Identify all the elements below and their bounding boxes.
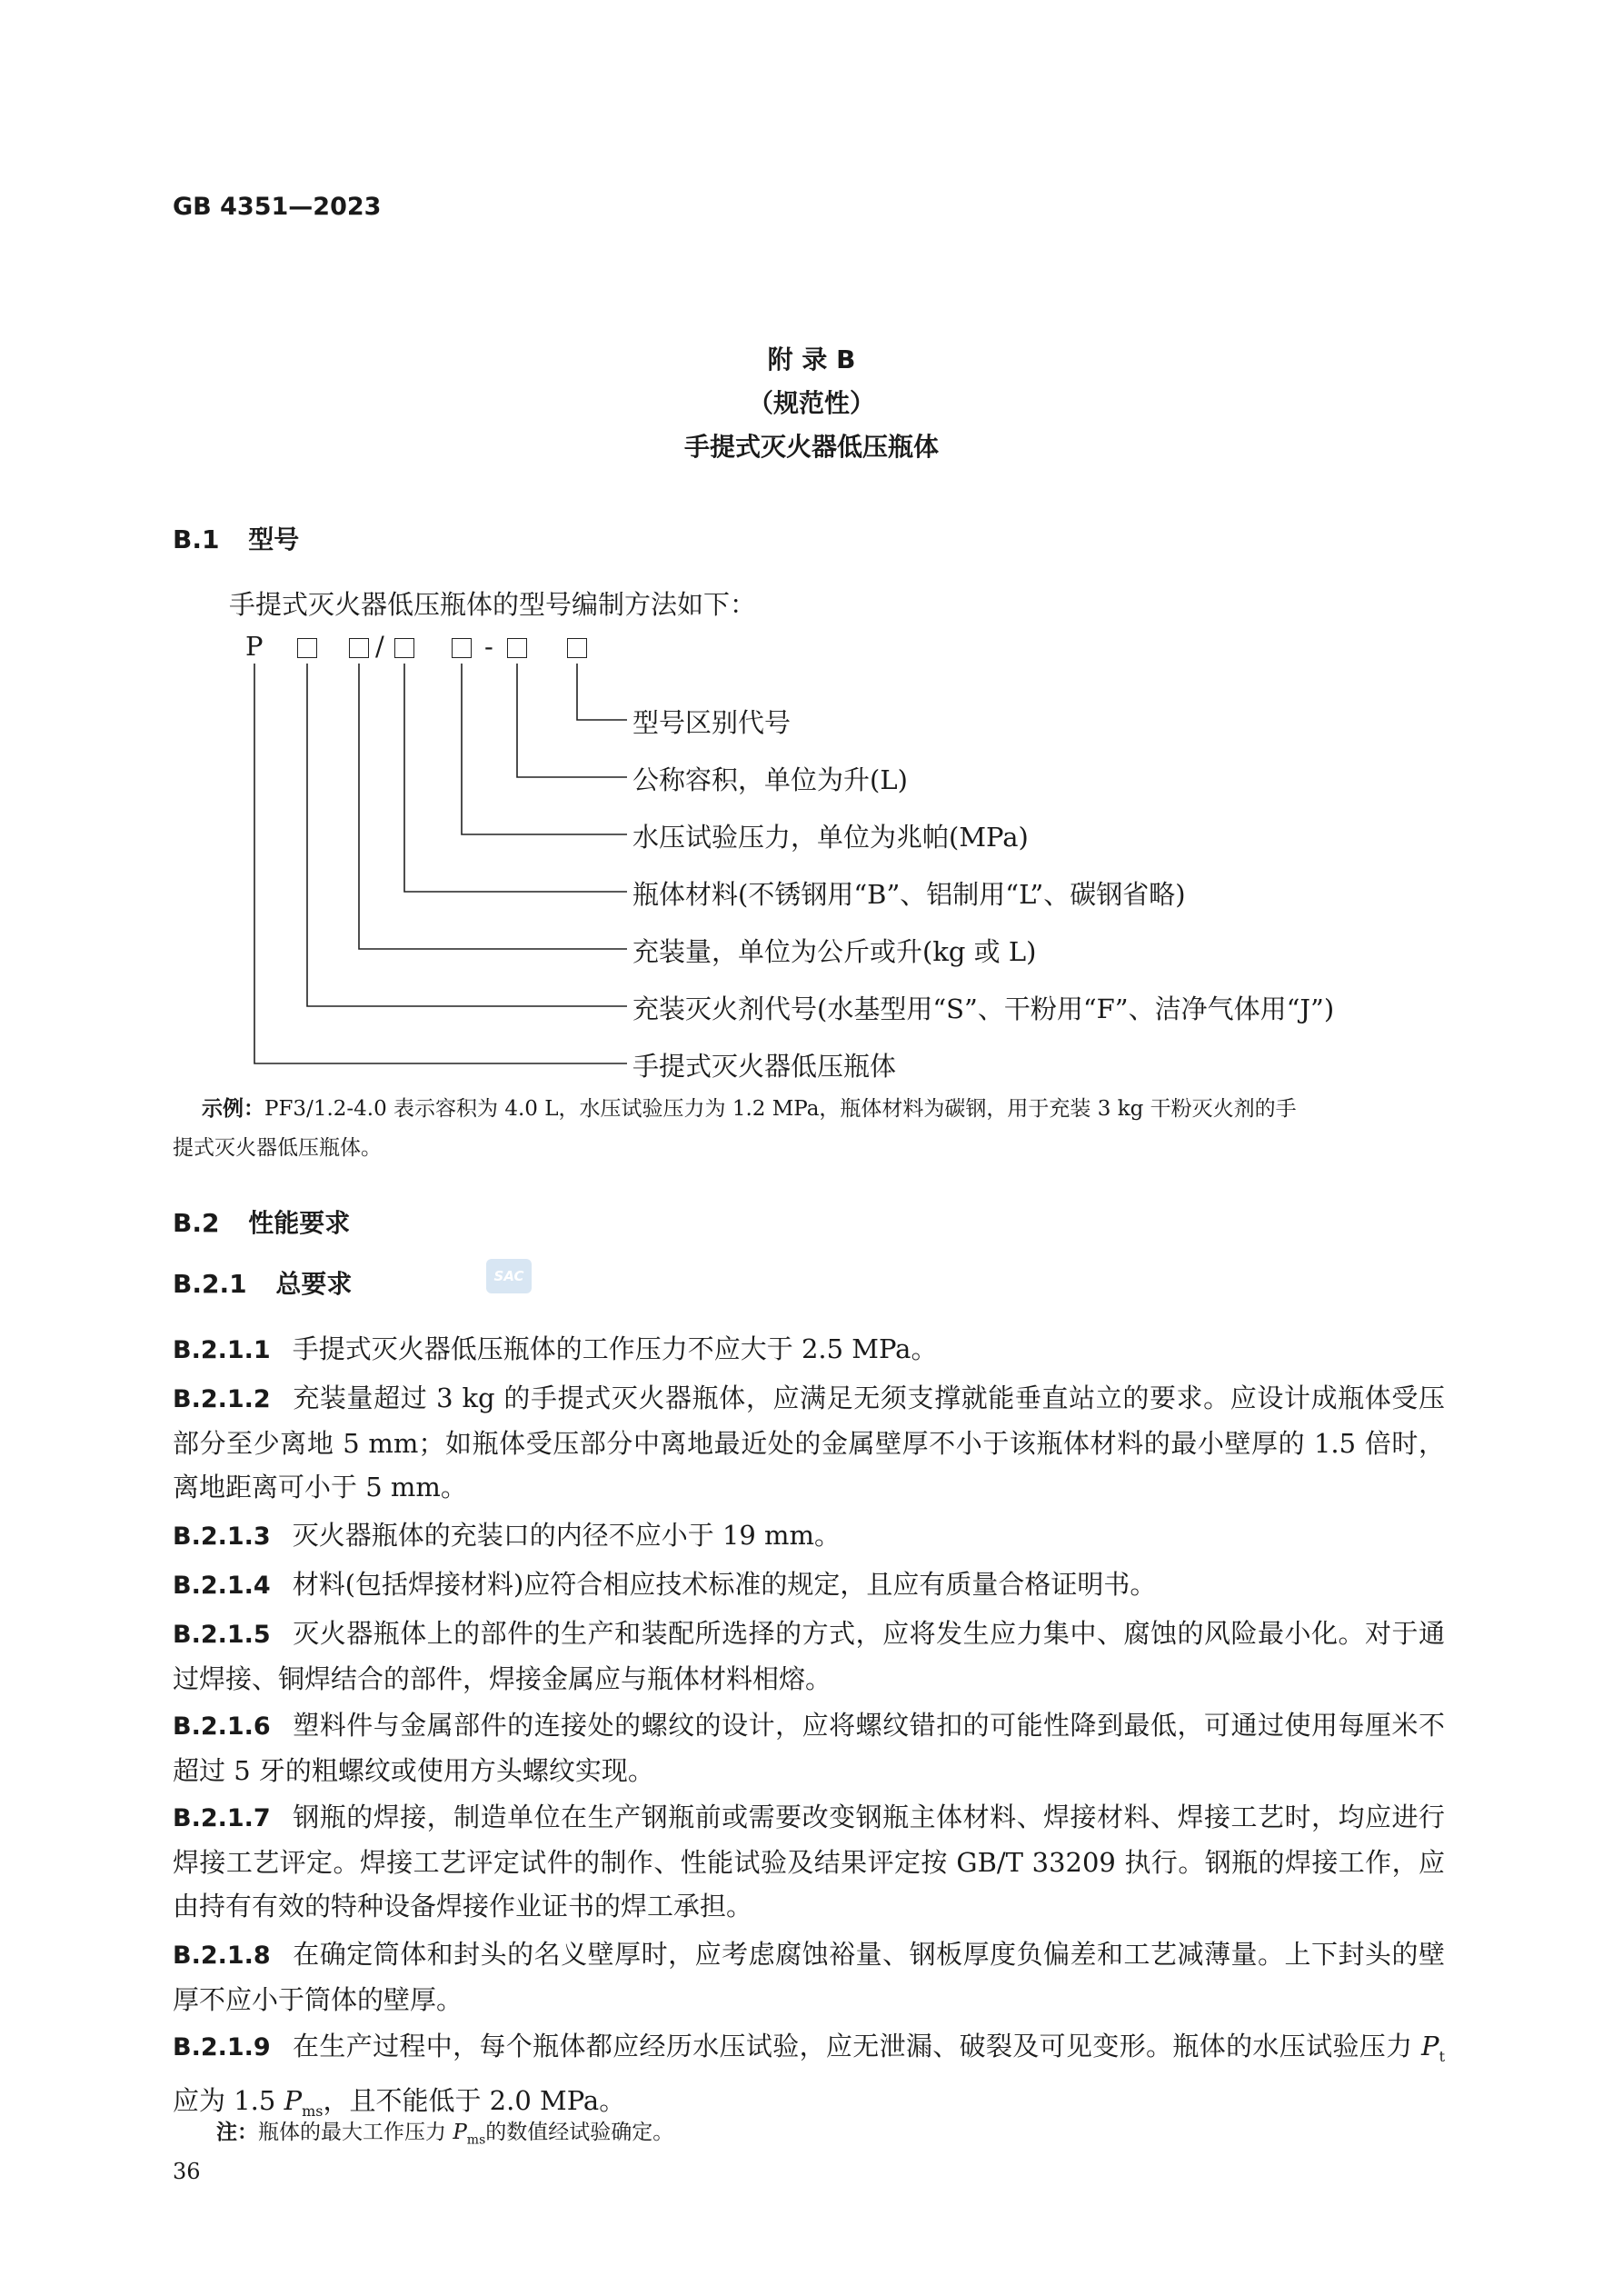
model-intro: 手提式灭火器低压瓶体的型号编制方法如下： — [229, 589, 757, 620]
clause-b2-1-6: B.2.1.6 塑料件与金属部件的连接处的螺纹的设计，应将螺纹错扣的可能性降到最低，可通过使用每厘米不超过 5 牙的粗螺纹或使用方头螺纹实现。 — [173, 1710, 1445, 1786]
code-item-material: 瓶体材料(不锈钢用“B”、铝制用“L”、碳钢省略) — [632, 879, 1186, 910]
clause-b2-1-9: B.2.1.9 在生产过程中，每个瓶体都应经历水压试验，应无泄漏、破裂及可见变形。瓶体的水压试验压力 $P_t$ 应为 1.5 $P_{ms}$，且不能低于 2.0 MPa。 — [173, 2031, 1445, 2120]
leader-line-variant — [577, 664, 627, 720]
clause-b2-1-8: B.2.1.8 在确定筒体和封头的名义壁厚时，应考虑腐蚀裕量、钢板厚度负偏差和工艺减薄量。上下封头的壁厚不应小于筒体的壁厚。 — [173, 1939, 1445, 2015]
code-slash: / — [375, 631, 384, 662]
clause-b2-1-1: B.2.1.1 手提式灭火器低压瓶体的工作压力不应大于 2.5 MPa。 — [173, 1333, 938, 1364]
code-prefix-p: P — [245, 631, 264, 662]
code-item-volume: 公称容积，单位为升(L) — [632, 764, 908, 795]
appendix-type: （规范性） — [747, 388, 875, 418]
example-line-1 — [202, 1091, 1297, 1127]
example-text: PF3/1.2-4.0 表示容积为 4.0 L，水压试验压力为 1.2 MPa，瓶体材料为碳钢，用于充装 3 kg 干粉灭火剂的手 — [264, 1097, 1297, 1121]
subsection-b21-heading — [173, 1264, 352, 1301]
doc-code: GB 4351—2023 — [173, 193, 382, 221]
leader-line-quantity — [359, 664, 627, 949]
section-b2-heading — [173, 1203, 350, 1240]
example-label: 示例： — [202, 1097, 264, 1121]
section-title: 型号 — [248, 524, 300, 554]
subsection-title: 总要求 — [275, 1269, 353, 1299]
code-item-quantity: 充装量，单位为公斤或升(kg 或 L) — [632, 936, 1037, 967]
appendix-title: 附 录 B — [767, 344, 856, 374]
leader-lines — [0, 0, 1623, 1091]
leader-line-pressure — [462, 664, 627, 834]
section-number: B.1 — [173, 524, 220, 554]
code-item-variant: 型号区别代号 — [632, 707, 792, 738]
page-number: 36 — [173, 2159, 201, 2184]
clause-b2-1-7: B.2.1.7 钢瓶的焊接，制造单位在生产钢瓶前或需要改变钢瓶主体材料、焊接材料、焊接工艺时，均应进行焊接工艺评定。焊接工艺评定试件的制作、性能试验及结果评定按 GB/T 33209 执行。钢瓶的焊接工作，应由持有有效的特种设备焊接作业证书的焊工承担。 — [173, 1802, 1445, 1922]
clause-b2-1-4: B.2.1.4 材料(包括焊接材料)应符合相应技术标准的规定，且应有质量合格证明书。 — [173, 1569, 1157, 1600]
code-item-body: 手提式灭火器低压瓶体 — [632, 1051, 897, 1082]
note: 注：瓶体的最大工作压力 $P_{ms}$的数值经试验确定。 — [216, 2121, 674, 2148]
appendix-name: 手提式灭火器低压瓶体 — [683, 432, 939, 462]
code-item-agent: 充装灭火剂代号(水基型用“S”、干粉用“F”、洁净气体用“J”) — [632, 993, 1335, 1024]
code-item-pressure: 水压试验压力，单位为兆帕(MPa) — [632, 822, 1029, 853]
subsection-number: B.2.1 — [173, 1269, 247, 1299]
leader-line-body — [254, 664, 627, 1063]
example-line-2: 提式灭火器低压瓶体。 — [173, 1136, 382, 1160]
clause-b2-1-5: B.2.1.5 灭火器瓶体上的部件的生产和装配所选择的方式，应将发生应力集中、腐蚀的风险最小化。对于通过焊接、铜焊结合的部件，焊接金属应与瓶体材料相熔。 — [173, 1618, 1445, 1694]
sac-watermark: SAC — [486, 1259, 532, 1293]
clause-b2-1-3: B.2.1.3 灭火器瓶体的充装口的内径不应小于 19 mm。 — [173, 1520, 841, 1551]
clause-b2-1-2: B.2.1.2 充装量超过 3 kg 的手提式灭火器瓶体，应满足无须支撑就能垂直站立的要求。应设计成瓶体受压部分至少离地 5 mm；如瓶体受压部分中离地最近处的金属壁厚不小于该瓶体材料的最小壁厚的 1.5 倍时，离地距离可小于 5 mm。 — [173, 1383, 1445, 1502]
code-dash: - — [484, 631, 493, 662]
section-title: 性能要求 — [248, 1208, 351, 1238]
section-number: B.2 — [173, 1208, 220, 1238]
